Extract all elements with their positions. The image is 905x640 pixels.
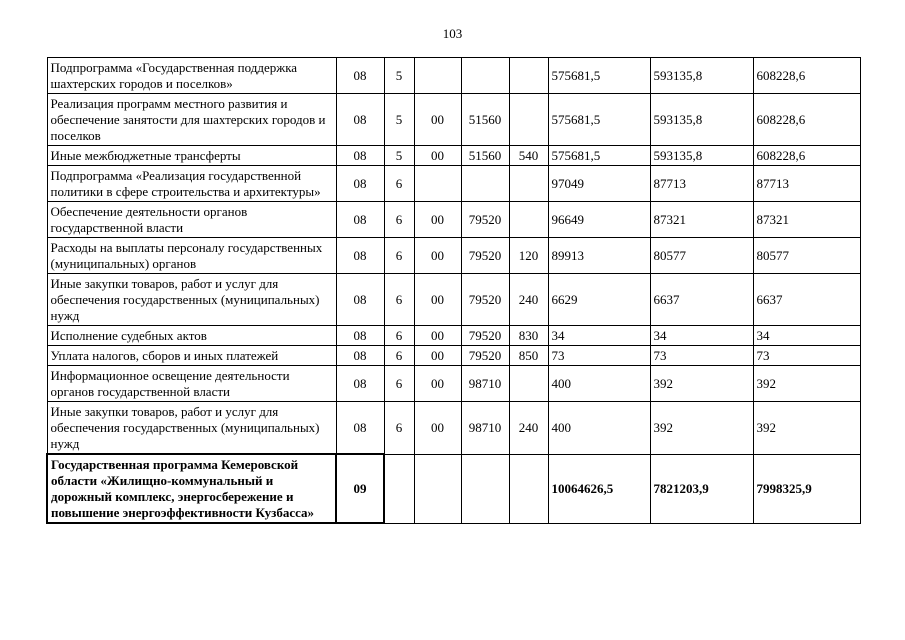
section-code: 08 [336, 366, 384, 402]
expense-type-code: 240 [509, 402, 548, 455]
subsection-code: 6 [384, 238, 414, 274]
row-name: Исполнение судебных актов [47, 326, 336, 346]
amount-year-2: 80577 [650, 238, 753, 274]
section-code: 08 [336, 402, 384, 455]
subsection-code: 6 [384, 402, 414, 455]
amount-year-3: 608228,6 [753, 146, 860, 166]
amount-year-1: 96649 [548, 202, 650, 238]
amount-year-3: 73 [753, 346, 860, 366]
program-code: 00 [414, 94, 461, 146]
table-row [47, 94, 860, 146]
table-row [47, 346, 860, 366]
section-code: 08 [336, 238, 384, 274]
row-name: Подпрограмма «Реализация государственной политики в сфере строительства и архитектуры» [47, 166, 336, 202]
row-name: Обеспечение деятельности органов государственной власти [47, 202, 336, 238]
table-row [47, 238, 860, 274]
subsection-code: 6 [384, 274, 414, 326]
amount-year-1: 575681,5 [548, 146, 650, 166]
section-code: 08 [336, 274, 384, 326]
expense-type-code [509, 94, 548, 146]
program-code: 00 [414, 366, 461, 402]
article-code: 98710 [461, 402, 509, 455]
amount-year-3: 87713 [753, 166, 860, 202]
subsection-code: 6 [384, 202, 414, 238]
table-row [47, 402, 860, 455]
expense-type-code: 850 [509, 346, 548, 366]
article-code: 51560 [461, 94, 509, 146]
table-row [47, 366, 860, 402]
expense-type-code: 120 [509, 238, 548, 274]
row-name: Иные закупки товаров, работ и услуг для обеспечения государственных (муниципальных) нужд [47, 402, 336, 455]
program-code [414, 454, 461, 523]
program-code: 00 [414, 146, 461, 166]
amount-year-1: 73 [548, 346, 650, 366]
amount-year-3: 7998325,9 [753, 454, 860, 523]
article-code: 79520 [461, 326, 509, 346]
row-name: Иные межбюджетные трансферты [47, 146, 336, 166]
program-code: 00 [414, 346, 461, 366]
amount-year-3: 392 [753, 402, 860, 455]
table-row [47, 146, 860, 166]
expense-type-code [509, 166, 548, 202]
section-code: 08 [336, 146, 384, 166]
section-code: 08 [336, 166, 384, 202]
amount-year-2: 73 [650, 346, 753, 366]
expense-type-code [509, 202, 548, 238]
amount-year-3: 6637 [753, 274, 860, 326]
amount-year-1: 400 [548, 402, 650, 455]
section-code: 09 [336, 454, 384, 523]
amount-year-1: 6629 [548, 274, 650, 326]
program-code: 00 [414, 402, 461, 455]
program-code: 00 [414, 202, 461, 238]
amount-year-3: 80577 [753, 238, 860, 274]
table-row [47, 58, 860, 94]
row-name: Иные закупки товаров, работ и услуг для обеспечения государственных (муниципальных) нужд [47, 274, 336, 326]
amount-year-3: 392 [753, 366, 860, 402]
amount-year-1: 400 [548, 366, 650, 402]
amount-year-1: 575681,5 [548, 58, 650, 94]
table-row [47, 326, 860, 346]
amount-year-1: 34 [548, 326, 650, 346]
amount-year-1: 10064626,5 [548, 454, 650, 523]
row-name: Уплата налогов, сборов и иных платежей [47, 346, 336, 366]
amount-year-1: 97049 [548, 166, 650, 202]
program-code: 00 [414, 274, 461, 326]
amount-year-2: 6637 [650, 274, 753, 326]
amount-year-2: 593135,8 [650, 58, 753, 94]
amount-year-2: 87321 [650, 202, 753, 238]
program-code [414, 166, 461, 202]
article-code: 98710 [461, 366, 509, 402]
section-code: 08 [336, 202, 384, 238]
subsection-code: 5 [384, 94, 414, 146]
table-row [47, 454, 860, 523]
amount-year-2: 392 [650, 366, 753, 402]
section-code: 08 [336, 346, 384, 366]
article-code: 79520 [461, 238, 509, 274]
amount-year-1: 575681,5 [548, 94, 650, 146]
amount-year-3: 608228,6 [753, 94, 860, 146]
article-code: 79520 [461, 346, 509, 366]
table-row [47, 166, 860, 202]
row-name: Государственная программа Кемеровской области «Жилищно-коммунальный и дорожный комплекс, энергосбережение и повышение энергоэффективности Кузбасса» [47, 454, 336, 523]
subsection-code: 6 [384, 346, 414, 366]
amount-year-2: 34 [650, 326, 753, 346]
expense-type-code: 240 [509, 274, 548, 326]
article-code [461, 58, 509, 94]
row-name: Подпрограмма «Государственная поддержка шахтерских городов и поселков» [47, 58, 336, 94]
subsection-code: 5 [384, 58, 414, 94]
program-code: 00 [414, 238, 461, 274]
row-name: Реализация программ местного развития и обеспечение занятости для шахтерских городов и поселков [47, 94, 336, 146]
table-row [47, 274, 860, 326]
subsection-code: 5 [384, 146, 414, 166]
amount-year-3: 608228,6 [753, 58, 860, 94]
subsection-code [384, 454, 414, 523]
section-code: 08 [336, 326, 384, 346]
table-body [47, 58, 860, 524]
article-code [461, 454, 509, 523]
article-code: 79520 [461, 202, 509, 238]
program-code [414, 58, 461, 94]
row-name: Информационное освещение деятельности органов государственной власти [47, 366, 336, 402]
expense-type-code [509, 58, 548, 94]
amount-year-2: 87713 [650, 166, 753, 202]
subsection-code: 6 [384, 166, 414, 202]
expense-type-code [509, 454, 548, 523]
table-row [47, 202, 860, 238]
amount-year-2: 392 [650, 402, 753, 455]
section-code: 08 [336, 94, 384, 146]
expense-type-code [509, 366, 548, 402]
subsection-code: 6 [384, 366, 414, 402]
subsection-code: 6 [384, 326, 414, 346]
section-code: 08 [336, 58, 384, 94]
expense-type-code: 830 [509, 326, 548, 346]
amount-year-2: 593135,8 [650, 146, 753, 166]
program-code: 00 [414, 326, 461, 346]
amount-year-2: 7821203,9 [650, 454, 753, 523]
article-code: 51560 [461, 146, 509, 166]
amount-year-3: 34 [753, 326, 860, 346]
budget-table [46, 57, 861, 524]
article-code: 79520 [461, 274, 509, 326]
amount-year-1: 89913 [548, 238, 650, 274]
article-code [461, 166, 509, 202]
expense-type-code: 540 [509, 146, 548, 166]
amount-year-3: 87321 [753, 202, 860, 238]
row-name: Расходы на выплаты персоналу государственных (муниципальных) органов [47, 238, 336, 274]
amount-year-2: 593135,8 [650, 94, 753, 146]
page-number: 103 [442, 26, 463, 41]
